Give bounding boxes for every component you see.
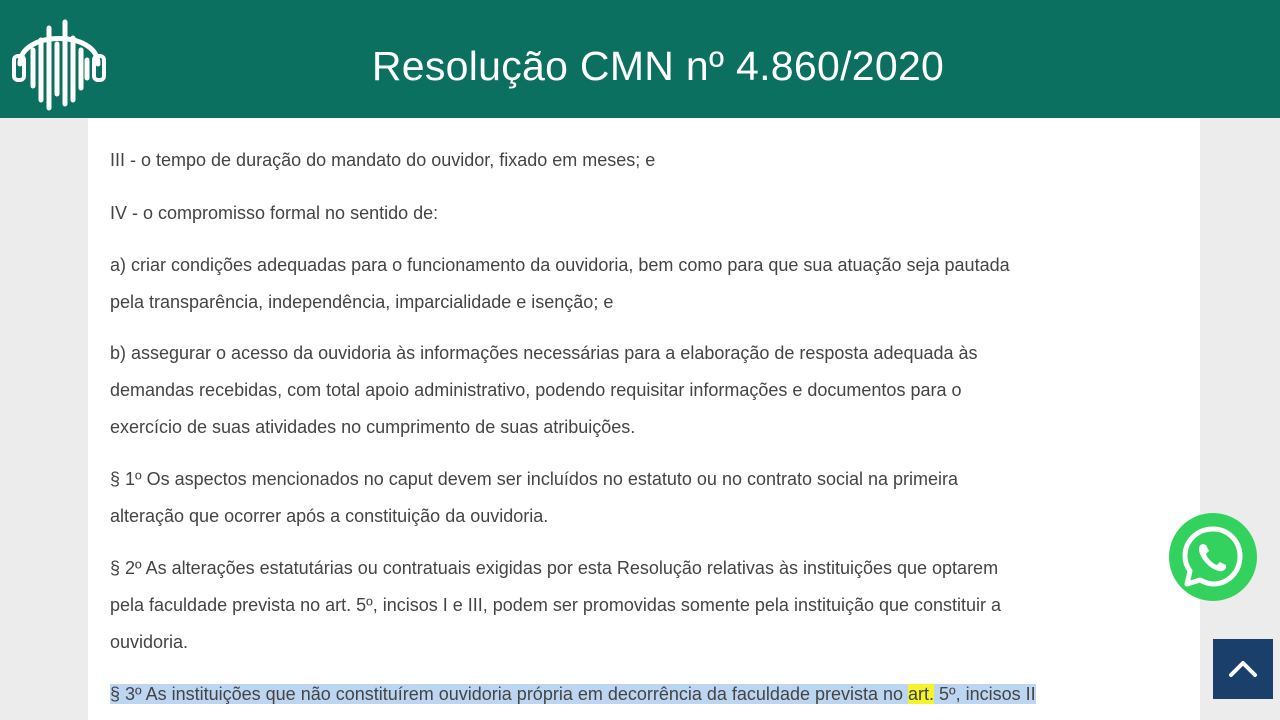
selection-highlight <box>110 684 1036 704</box>
paragraph-s1-line-2: alteração que ocorrer após a constituição da ouvidoria. <box>110 506 549 526</box>
sound-wave-headphones-icon <box>0 0 118 118</box>
paragraph-b-line-1: b) assegurar o acesso da ouvidoria às informações necessárias para a elaboração de resposta adequada às <box>110 343 978 363</box>
header-banner <box>0 0 1280 118</box>
paragraph-a-line-1: a) criar condições adequadas para o funcionamento da ouvidoria, bem como para que sua atuação seja pautada <box>110 255 1010 275</box>
paragraph-b-line-2: demandas recebidas, com total apoio administrativo, podendo requisitar informações e documentos para o <box>110 380 962 400</box>
highlight-text-before: § 3º As instituições que não constituírem ouvidoria própria em decorrência da faculdade prevista no <box>110 684 909 704</box>
scroll-to-top-button[interactable] <box>1213 639 1273 699</box>
video-title: Resolução CMN nº 4.860/2020 <box>371 43 945 89</box>
channel-logo <box>0 0 118 118</box>
search-match-highlight: art. <box>908 684 935 704</box>
paragraph-b-line-3: exercício de suas atividades no cumprimento de suas atribuições. <box>110 417 636 437</box>
paragraph-a-line-2: pela transparência, independência, imparcialidade e isenção; e <box>110 292 614 312</box>
whatsapp-button[interactable] <box>1169 513 1257 601</box>
whatsapp-icon <box>1169 513 1257 601</box>
highlight-text-after: 5º, incisos II <box>934 684 1036 704</box>
paragraph-s2-line-3: ouvidoria. <box>110 632 189 652</box>
paragraph-s2-line-2: pela faculdade prevista no art. 5º, incisos I e III, podem ser promovidas somente pela instituição que constituir a <box>110 595 1002 615</box>
paragraph-item-iv: IV - o compromisso formal no sentido de: <box>110 203 439 223</box>
paragraph-s2-line-1: § 2º As alterações estatutárias ou contratuais exigidas por esta Resolução relativas às instituições que optarem <box>110 558 999 578</box>
chevron-up-icon <box>1213 639 1273 699</box>
paragraph-s3-highlighted <box>110 676 1185 713</box>
paragraph-s1-line-1: § 1º Os aspectos mencionados no caput devem ser incluídos no estatuto ou no contrato social na primeira <box>110 469 959 489</box>
paragraph-item-iii: III - o tempo de duração do mandato do ouvidor, fixado em meses; e <box>110 150 656 170</box>
